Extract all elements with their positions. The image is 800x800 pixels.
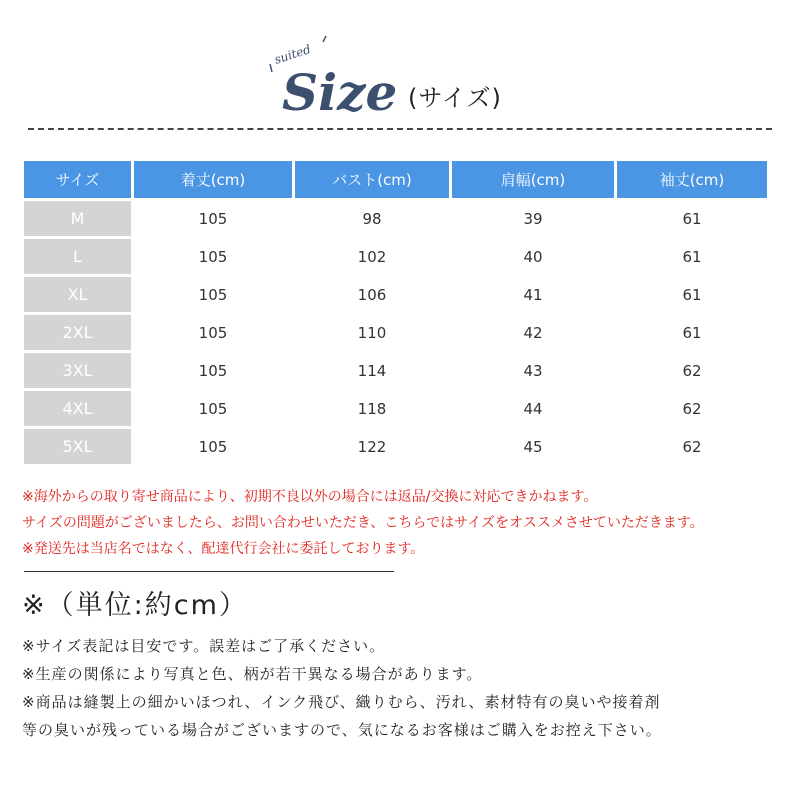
size-title-suffix: (サイズ) (408, 84, 502, 112)
logo-word: Size (282, 63, 398, 122)
size-label: XL (24, 277, 131, 312)
logo-tagline: suited (272, 41, 313, 67)
header-size: サイズ (24, 161, 131, 198)
size-label: L (24, 239, 131, 274)
header-sleeve: 袖丈(cm) (617, 161, 767, 198)
disclaimer-line: 等の臭いが残っている場合がございますので、気になるお客様はご購入をお控え下さい。 (22, 721, 662, 739)
table-row (24, 201, 776, 236)
table-row (24, 239, 776, 274)
length-value: 105 (198, 209, 228, 228)
sleeve-value: 61 (682, 247, 702, 266)
table-row (24, 315, 776, 350)
bust-value: 106 (357, 285, 387, 304)
notice-line: ※発送先は当店名ではなく、配達代行会社に委託しております。 (22, 541, 425, 557)
shoulder-value: 43 (523, 361, 543, 380)
size-label: 4XL (24, 391, 131, 426)
size-chart-table (24, 161, 776, 467)
length-value: 105 (198, 247, 228, 266)
size-logo (268, 34, 528, 124)
bust-value: 118 (357, 399, 387, 418)
table-header-row (24, 161, 776, 198)
sleeve-value: 61 (682, 285, 702, 304)
size-label: M (24, 201, 131, 236)
length-value: 105 (198, 399, 228, 418)
size-label: 5XL (24, 429, 131, 464)
disclaimer-line: ※サイズ表記は目安です。誤差はご了承ください。 (22, 637, 386, 655)
notice-line: サイズの問題がございましたら、お問い合わせいただき、こちらではサイズをオススメさせていただきます。 (22, 515, 704, 531)
header-bust: バスト(cm) (295, 161, 449, 198)
length-value: 105 (198, 285, 228, 304)
product-disclaimer (22, 632, 662, 744)
bust-value: 110 (357, 323, 387, 342)
size-label: 3XL (24, 353, 131, 388)
shoulder-value: 41 (523, 285, 543, 304)
shoulder-value: 40 (523, 247, 543, 266)
table-row (24, 429, 776, 464)
bust-value: 102 (357, 247, 387, 266)
shoulder-value: 44 (523, 399, 543, 418)
unit-divider (24, 571, 394, 572)
shoulder-value: 42 (523, 323, 543, 342)
length-value: 105 (198, 437, 228, 456)
notice-line: ※海外からの取り寄せ商品により、初期不良以外の場合には返品/交換に対応できかねます。 (22, 489, 598, 505)
sleeve-value: 61 (682, 323, 702, 342)
table-row (24, 391, 776, 426)
disclaimer-line: ※生産の関係により写真と色、柄が若干異なる場合があります。 (22, 665, 483, 683)
shoulder-value: 39 (523, 209, 543, 228)
bust-value: 114 (357, 361, 387, 380)
header-shoulder: 肩幅(cm) (452, 161, 614, 198)
bust-value: 98 (362, 209, 382, 228)
sleeve-value: 62 (682, 361, 702, 380)
size-logo-graphic (268, 34, 408, 124)
table-row (24, 353, 776, 388)
size-label: 2XL (24, 315, 131, 350)
return-policy-notice (22, 484, 704, 562)
table-row (24, 277, 776, 312)
sleeve-value: 62 (682, 399, 702, 418)
shoulder-value: 45 (523, 437, 543, 456)
header-length: 着丈(cm) (134, 161, 292, 198)
length-value: 105 (198, 361, 228, 380)
sleeve-value: 61 (682, 209, 702, 228)
disclaimer-line: ※商品は縫製上の細かいほつれ、インク飛び、織りむら、汚れ、素材特有の臭いや接着剤 (22, 693, 661, 711)
dashed-divider (28, 128, 772, 130)
unit-note: ※（単位:約cm） (22, 590, 248, 621)
bust-value: 122 (357, 437, 387, 456)
length-value: 105 (198, 323, 228, 342)
sleeve-value: 62 (682, 437, 702, 456)
